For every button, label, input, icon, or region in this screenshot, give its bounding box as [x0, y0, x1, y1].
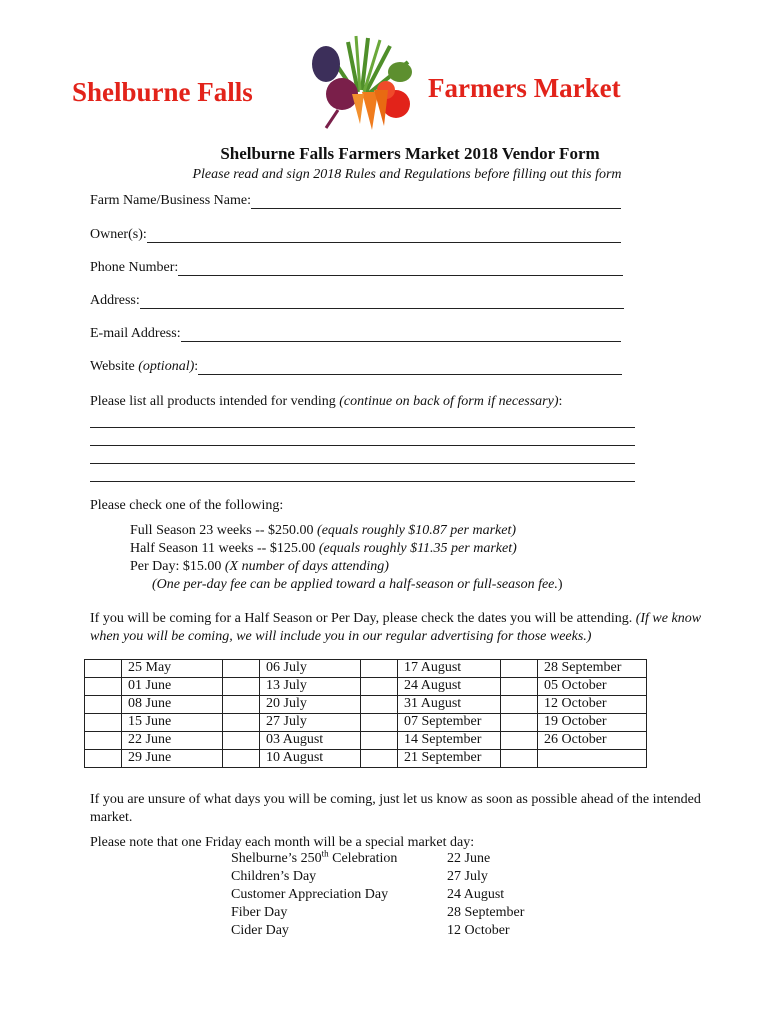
list-item — [231, 868, 524, 886]
date-checkbox[interactable] — [501, 678, 538, 696]
date-cell: 28 September — [538, 660, 647, 678]
products-colon: : — [558, 394, 563, 409]
phone-field[interactable] — [90, 260, 623, 276]
farm-name-input-line[interactable] — [251, 194, 621, 209]
season-perday-note: (X number of days attending) — [224, 559, 389, 574]
farm-name-label: Farm Name/Business Name: — [90, 193, 251, 208]
season-perday-option[interactable] — [130, 558, 389, 576]
table-row — [85, 714, 647, 732]
season-full-option[interactable] — [130, 522, 516, 540]
date-checkbox[interactable] — [501, 750, 538, 768]
phone-input-line[interactable] — [178, 261, 623, 276]
date-cell: 08 June — [122, 696, 223, 714]
date-cell: 10 August — [260, 750, 361, 768]
email-label: E-mail Address: — [90, 326, 181, 341]
products-line-4[interactable] — [90, 481, 635, 482]
date-checkbox[interactable] — [223, 678, 260, 696]
date-cell: 06 July — [260, 660, 361, 678]
date-cell: 03 August — [260, 732, 361, 750]
season-prompt: Please check one of the following: — [90, 498, 284, 513]
date-cell: 22 June — [122, 732, 223, 750]
date-checkbox[interactable] — [361, 678, 398, 696]
special-days-list — [231, 850, 524, 940]
date-cell: 07 September — [398, 714, 501, 732]
date-checkbox[interactable] — [223, 714, 260, 732]
email-field[interactable] — [90, 326, 621, 342]
phone-label: Phone Number: — [90, 260, 179, 275]
dates-intro — [90, 610, 715, 646]
event-date: 24 August — [447, 887, 505, 902]
owners-field[interactable] — [90, 227, 621, 243]
date-checkbox[interactable] — [85, 660, 122, 678]
date-checkbox[interactable] — [85, 714, 122, 732]
date-cell: 24 August — [398, 678, 501, 696]
farm-name-field[interactable] — [90, 193, 621, 209]
event-name: Cider Day — [231, 923, 289, 938]
date-checkbox[interactable] — [361, 714, 398, 732]
vegetables-bouquet-icon — [298, 32, 428, 132]
date-checkbox[interactable] — [85, 696, 122, 714]
table-row — [85, 696, 647, 714]
list-item — [231, 922, 524, 940]
season-fee-note-close: ) — [557, 577, 563, 592]
website-label: Website — [90, 359, 135, 374]
products-line-3[interactable] — [90, 463, 635, 464]
event-date: 22 June — [447, 851, 491, 866]
date-cell: 19 October — [538, 714, 647, 732]
owners-input-line[interactable] — [147, 228, 621, 243]
address-label: Address: — [90, 293, 140, 308]
event-name: Fiber Day — [231, 905, 288, 920]
form-title: Shelburne Falls Farmers Market 2018 Vendor Form — [220, 144, 600, 163]
date-checkbox[interactable] — [361, 732, 398, 750]
brand-left-title: Shelburne Falls — [72, 77, 253, 107]
season-fee-note-text: (One per-day fee can be applied toward a half-season or full-season fee. — [152, 577, 558, 592]
products-prompt-note: (continue on back of form if necessary) — [339, 394, 559, 409]
season-half-label: Half Season 11 weeks -- $125.00 — [130, 541, 316, 556]
address-field[interactable] — [90, 293, 624, 309]
event-date: 12 October — [447, 923, 510, 938]
date-cell: 20 July — [260, 696, 361, 714]
table-row — [85, 678, 647, 696]
date-cell: 13 July — [260, 678, 361, 696]
event-name: Shelburne’s 250th Celebration — [231, 848, 398, 866]
date-cell: 21 September — [398, 750, 501, 768]
date-checkbox[interactable] — [85, 750, 122, 768]
date-checkbox[interactable] — [223, 732, 260, 750]
dates-intro-note: (If we know when you will be coming, we will include you in our regular advertising for those weeks.) — [90, 611, 702, 644]
date-cell: 05 October — [538, 678, 647, 696]
event-date: 27 July — [447, 869, 488, 884]
special-days-intro: Please note that one Friday each month will be a special market day: — [90, 835, 475, 850]
address-input-line[interactable] — [140, 294, 624, 309]
date-checkbox[interactable] — [361, 696, 398, 714]
date-cell: 31 August — [398, 696, 501, 714]
date-cell: 29 June — [122, 750, 223, 768]
season-half-note: (equals roughly $11.35 per market) — [318, 541, 517, 556]
brand-right-title: Farmers Market — [428, 73, 621, 103]
products-prompt — [90, 393, 562, 411]
date-checkbox[interactable] — [501, 714, 538, 732]
owners-label: Owner(s): — [90, 227, 147, 242]
date-checkbox[interactable] — [223, 660, 260, 678]
date-checkbox[interactable] — [501, 660, 538, 678]
date-cell: 27 July — [260, 714, 361, 732]
dates-intro-text: If you will be coming for a Half Season or Per Day, please check the dates you will be attending. — [90, 611, 636, 626]
products-line-1[interactable] — [90, 427, 635, 428]
unsure-text: If you are unsure of what days you will be coming, just let us know as soon as possible ahead of the intended market. — [90, 792, 701, 825]
date-cell: 12 October — [538, 696, 647, 714]
date-cell: 26 October — [538, 732, 647, 750]
date-cell: 25 May — [122, 660, 223, 678]
date-checkbox[interactable] — [501, 696, 538, 714]
website-optional-note: (optional) — [138, 359, 195, 374]
date-cell — [538, 750, 647, 768]
date-checkbox[interactable] — [361, 660, 398, 678]
products-line-2[interactable] — [90, 445, 635, 446]
website-input-line[interactable] — [198, 360, 622, 375]
date-checkbox[interactable] — [223, 750, 260, 768]
date-cell: 14 September — [398, 732, 501, 750]
event-date: 28 September — [447, 905, 525, 920]
event-name: Children’s Day — [231, 869, 317, 884]
date-cell: 01 June — [122, 678, 223, 696]
table-row — [85, 660, 647, 678]
date-cell: 15 June — [122, 714, 223, 732]
date-checkbox[interactable] — [361, 750, 398, 768]
products-prompt-text: Please list all products intended for vending — [90, 394, 336, 409]
dates-table — [84, 659, 647, 768]
season-perday-label: Per Day: $15.00 — [130, 559, 222, 574]
table-row — [85, 732, 647, 750]
list-item — [231, 886, 524, 904]
website-field[interactable] — [90, 359, 622, 375]
email-input-line[interactable] — [181, 327, 621, 342]
season-full-label: Full Season 23 weeks -- $250.00 — [130, 523, 314, 538]
event-name: Customer Appreciation Day — [231, 887, 389, 902]
season-full-note: (equals roughly $10.87 per market) — [317, 523, 516, 538]
table-row — [85, 750, 647, 768]
date-checkbox[interactable] — [223, 696, 260, 714]
date-checkbox[interactable] — [85, 678, 122, 696]
list-item — [231, 850, 524, 868]
form-subtitle: Please read and sign 2018 Rules and Regulations before filling out this form — [192, 167, 622, 182]
season-fee-note — [152, 576, 563, 594]
date-cell: 17 August — [398, 660, 501, 678]
list-item — [231, 904, 524, 922]
date-checkbox[interactable] — [501, 732, 538, 750]
season-half-option[interactable] — [130, 540, 517, 558]
date-checkbox[interactable] — [85, 732, 122, 750]
website-colon: : — [194, 359, 199, 374]
